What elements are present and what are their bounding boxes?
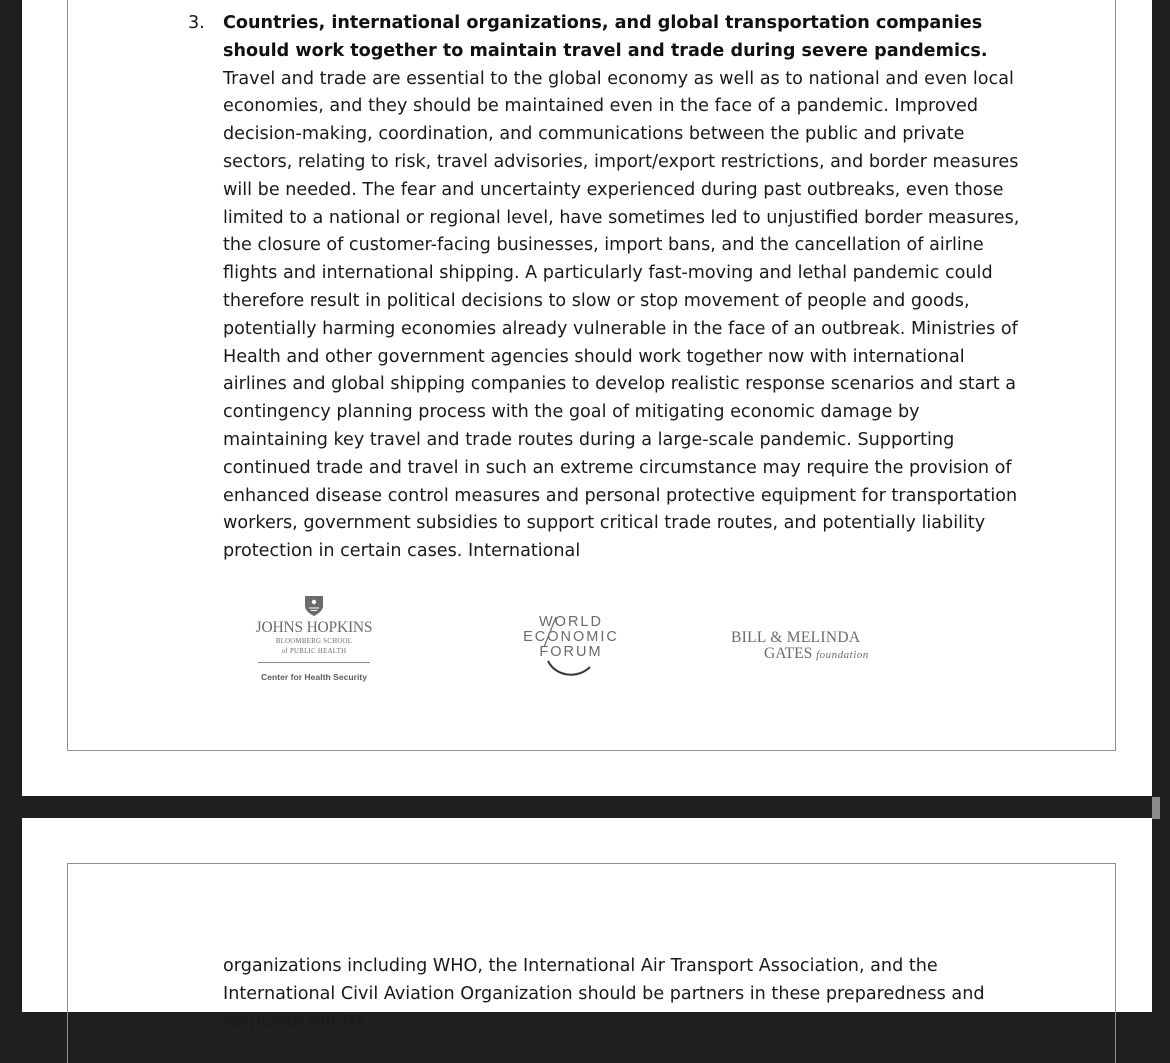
jhu-divider xyxy=(258,662,370,663)
jhu-shield-icon xyxy=(304,595,324,617)
document-page-1 xyxy=(22,0,1152,796)
recommendation-paragraph xyxy=(223,10,1028,566)
wef-line-3: FORUM xyxy=(539,644,603,660)
gates-line-2: GATES xyxy=(764,645,813,662)
item-number: 3. xyxy=(188,13,205,33)
wef-arc-icon xyxy=(526,615,616,685)
gates-line-2-wrap xyxy=(731,646,869,663)
world-economic-forum-logo xyxy=(516,615,626,660)
partner-logos xyxy=(22,595,1152,695)
recommendation-body: Travel and trade are essential to the global economy as well as to national and even local economies, and they should be maintained even in the face of a pandemic. Improved decision-making, coordination, and communications between the public and private sectors, relating to risk, travel advisories, import/export restrictions, and border measures will be needed. The fear and uncertainty experienced during past outbreaks, even those limited to a national or regional level, have sometimes led to unjustified border measures, the closure of customer-facing businesses, import bans, and the cancellation of airline flights and international shipping. A particularly fast-moving and lethal pandemic could therefore result in political decisions to slow or stop movement of people and goods, potentially harming economies already vulnerable in the face of an outbreak. Ministries of Health and other government agencies should work together now with international airlines and global shipping companies to develop realistic response scenarios and start a contingency planning process with the goal of mitigating economic damage by maintaining key travel and trade routes during a large-scale pandemic. Supporting continued trade and travel in such an extreme circumstance may require the provision of enhanced disease control measures and personal protective equipment for transportation workers, government subsidies to support critical trade routes, and potentially liability protection in certain cases. International xyxy=(223,68,1020,562)
recommendation-heading: Countries, international organizations, and global transportation companies should work together to maintain travel and trade during severe pandemics. xyxy=(223,13,988,61)
wef-line-2: ECONOMIC xyxy=(523,629,619,645)
jhu-center-name: Center for Health Security xyxy=(260,672,368,682)
jhu-name: JOHNS HOPKINS xyxy=(255,619,373,636)
continued-paragraph: organizations including WHO, the International Air Transport Association, and the International Civil Aviation Organization should be partners in these preparedness and response efforts. xyxy=(223,956,985,1032)
johns-hopkins-logo xyxy=(254,595,374,682)
gates-foundation-word: foundation xyxy=(816,649,869,661)
gates-line-1: BILL & MELINDA xyxy=(731,629,861,646)
wef-line-1: WORLD xyxy=(539,614,603,630)
scrollbar-thumb[interactable] xyxy=(1152,797,1160,819)
gates-foundation-logo xyxy=(731,630,869,663)
jhu-sub-line-1: BLOOMBERG SCHOOL xyxy=(275,638,353,645)
jhu-sub-line-2: of PUBLIC HEALTH xyxy=(281,648,347,655)
document-page-2 xyxy=(22,818,1152,1032)
